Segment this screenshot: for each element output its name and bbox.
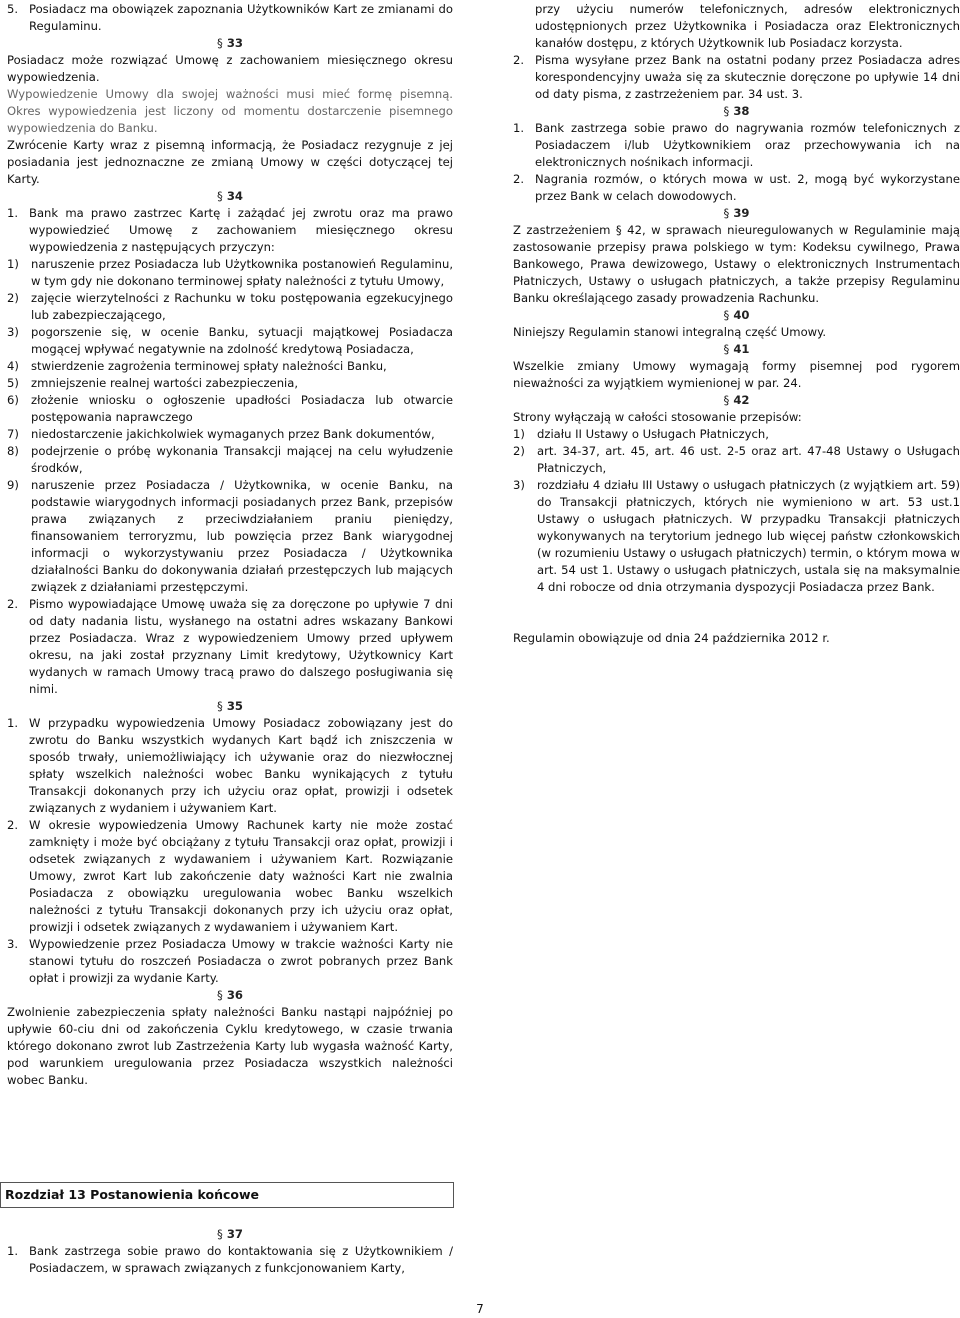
sublist-item: 2) art. 34-37, art. 45, art. 46 ust. 2-5 oraz art. 47-48 Ustawy o Usługach Płatniczych, <box>513 444 960 475</box>
paragraph: Niniejszy Regulamin stanowi integralną część Umowy. <box>513 325 827 339</box>
sublist-item: 4) stwierdzenie zagrożenia terminowej spłaty należności Banku, <box>7 359 387 373</box>
sublist-item: 6) złożenie wniosku o ogłoszenie upadłości Posiadacza lub otwarcie postępowania naprawczego <box>7 393 453 424</box>
paragraph: Zwolnienie zabezpieczenia spłaty należności Banku nastąpi najpóźniej po upływie 60-ciu dni od zakończenia Cyklu kredytowego, w czasie trwania którego dokonano zwrot lub Zastrzeżenia Karty lub wygasła ważność Karty, pod warunkiem uregulowania przez Posiadacza wszystkich należności wobec Banku. <box>7 1005 453 1087</box>
section-heading-40: § 40 <box>723 308 750 322</box>
item-text: przy użyciu numerów telefonicznych, adresów elektronicznych udostępnionych przez Użytkownika i Posiadacza oraz Elektronicznych kanałów dostępu, z których Użytkownik lub Posiadacz korzysta. <box>535 2 960 50</box>
sublist-item: 3) rozdziału 4 działu III Ustawy o usługach płatniczych (z wyjątkiem art. 59) do Transakcji płatniczych, których nie wymieniono w art. 53 ust.1 Ustawy o usługach płatniczych. W przypadku Transakcji płatniczych wykonywanych na terytorium jednego lub więcej państw członkowskich (w rozumieniu Ustawy o usługach płatniczych) termin, o którym mowa w art. 54 ust 1. Ustawy o usługach płatniczych, ustala się na maksymalnie 4 dni robocze od dnia otrzymania dyspozycji Posiadacza przez Bank. <box>513 478 960 594</box>
sublist-item: 1) działu II Ustawy o Usługach Płatniczych, <box>513 427 769 441</box>
left-column-bottom <box>7 1226 453 1277</box>
right-column <box>513 1 960 647</box>
section-heading-42: § 42 <box>723 393 750 407</box>
item-number: 2. <box>7 597 19 611</box>
section-heading-35: § 35 <box>217 699 243 713</box>
sublist-item: 3) pogorszenie się, w ocenie Banku, sytuacji majątkowej Posiadacza mogącej wpływać negatywnie na zdolność kredytową Posiadacza, <box>7 325 453 356</box>
item-text: Pismo wypowiadające Umowę uważa się za doręczone po upływie 7 dni od daty nadania listu, wysłanego na ostatni adres wskazany Bankowi przez Posiadacza. Wraz z wypowiedzeniem Umowy przed upływem okresu, na jaki został przyznany Limit kredytowy, Użytkownicy Kart wydanych w ramach Umowy tracą prawo do dalszego posługiwania się nimi. <box>29 597 453 696</box>
paragraph: Wszelkie zmiany Umowy wymagają formy pisemnej pod rygorem nieważności za wyjątkiem wymienionej w par. 24. <box>513 359 960 390</box>
sublist-item: 1) naruszenie przez Posiadacza lub Użytkownika postanowień Regulaminu, w tym gdy nie dokonano terminowej spłaty należności z tytułu Umowy, <box>7 257 453 288</box>
sublist-item: 8) podejrzenie o próbę wykonania Transakcji mającej na celu wyłudzenie środków, <box>7 444 453 475</box>
list-item <box>7 1 453 35</box>
sublist <box>7 256 453 596</box>
item-number: 1. <box>7 1244 19 1258</box>
page-number: 7 <box>476 1302 484 1316</box>
item-number: 1. <box>7 206 19 220</box>
item-number: 5. <box>7 2 19 16</box>
list-item: 1. W przypadku wypowiedzenia Umowy Posiadacz zobowiązany jest do zwrotu do Banku wszystkich wydanych Kart bądź ich zniszczenia w sposób trwały, uniemożliwiający ich używanie oraz do niezwłocznej spłaty wszelkich należności wobec Banku wynikających z tytułu Transakcji dokonanych przy ich użyciu oraz opłat, prowizji i odsetek związanych z wydaniem i używaniem Kart. <box>7 716 453 815</box>
section-heading-39: § 39 <box>723 206 750 220</box>
list-item: 3. Wypowiedzenie przez Posiadacza Umowy w trakcie ważności Karty nie stanowi tytułu do roszczeń Posiadacza o zwrot pobranych przez Bank opłat i prowizji za wydanie Karty. <box>7 937 453 985</box>
sublist-item: 7) niedostarczenie jakichkolwiek wymaganych przez Bank dokumentów, <box>7 427 435 441</box>
list-item <box>7 596 453 698</box>
list-item: 1. Bank zastrzega sobie prawo do nagrywania rozmów telefonicznych z Posiadaczem i/lub Użytkownikiem oraz przechowywania ich na elektronicznych nośnikach informacji. <box>513 121 960 169</box>
section-heading-33: § 33 <box>217 36 243 50</box>
list-item <box>7 205 453 256</box>
section-heading-37: § 37 <box>217 1227 243 1241</box>
section-heading-38: § 38 <box>723 104 750 118</box>
list-item: 2. Nagrania rozmów, o których mowa w ust. 2, mogą być wykorzystane przez Bank w celach dowodowych. <box>513 172 960 203</box>
paragraph: Posiadacz może rozwiązać Umowę z zachowaniem miesięcznego okresu wypowiedzenia. <box>7 53 453 84</box>
effective-date: Regulamin obowiązuje od dnia 24 października 2012 r. <box>513 631 830 645</box>
item-text: Bank zastrzega sobie prawo do kontaktowania się z Użytkownikiem / Posiadaczem, w sprawach związanych z funkcjonowaniem Karty, <box>29 1244 453 1275</box>
chapter-heading: Rozdział 13 Postanowienia końcowe <box>0 1182 454 1208</box>
paragraph: Zwrócenie Karty wraz z pisemną informacją, że Posiadacz rezygnuje z jej posiadania jest jednoznaczne ze zmianą Umowy w części dotyczącej tej Karty. <box>7 138 453 186</box>
section-heading-36: § 36 <box>217 988 243 1002</box>
sublist-item: 9) naruszenie przez Posiadacza / Użytkownika, w ocenie Banku, na podstawie wiarygodnych informacji posiadanych przez Bank, przepisów prawa związanych z przeciwdziałaniem praniu pieniędzy, finansowaniem terroryzmu, lub powzięcia przez Bank wiarygodnej informacji o wykorzystywaniu przez Posiadacza / Użytkownika działalności Banku do dokonywania działań przestępczych lub mających związek z działaniami przestępczymi. <box>7 478 453 594</box>
sublist-item: 2) zajęcie wierzytelności z Rachunku w toku postępowania egzekucyjnego lub zabezpieczającego, <box>7 291 453 322</box>
list-item: 2. Pisma wysyłane przez Bank na ostatni podany przez Posiadacza adres korespondencyjny uważa się za skutecznie doręczone po upływie 14 dni od daty pisma, z zastrzeżeniem par. 34 ust. 3. <box>513 53 960 101</box>
paragraph: Wypowiedzenie Umowy dla swojej ważności musi mieć formę pisemną. Okres wypowiedzenia jest liczony od momentu dostarczenie pisemnego wypowiedzenia do Banku. <box>7 87 453 135</box>
section-heading-34: § 34 <box>217 189 243 203</box>
list-item-continuation <box>513 1 960 52</box>
sublist-item: 5) zmniejszenie realnej wartości zabezpieczenia, <box>7 376 299 390</box>
item-text: Posiadacz ma obowiązek zapoznania Użytkowników Kart ze zmianami do Regulaminu. <box>29 2 453 33</box>
left-column <box>7 1 453 1089</box>
item-text: Bank ma prawo zastrzec Kartę i zażądać jej zwrotu oraz ma prawo wypowiedzieć Umowę z zachowaniem miesięcznego okresu wypowiedzenia z następujących przyczyn: <box>29 206 453 254</box>
paragraph: Z zastrzeżeniem § 42, w sprawach nieuregulowanych w Regulaminie mają zastosowanie przepisy prawa polskiego w tym: Kodeksu cywilnego, Prawa Bankowego, Prawa dewizowego, Ustawy o elektronicznych Instrumentach Płatniczych, Ustawy o usługach płatniczych, a także przepisy Regulaminu Banku określającego zasady prowadzenia Rachunku. <box>513 223 960 305</box>
list-item: 2. W okresie wypowiedzenia Umowy Rachunek karty nie może zostać zamknięty i może być obciążany z tytułu Transakcji oraz opłat, prowizji i odsetek związanych z wydawaniem i używaniem Kart. Rozwiązanie Umowy, zwrot Kart lub zakończenie daty ważności Kart nie zwalnia Posiadacza z obowiązku uregulowania wobec Banku wszelkich należności z tytułu Transakcji dokonanych przy ich użyciu oraz opłat, prowizji i odsetek związanych z wydawaniem i używaniem Kart. <box>7 818 453 934</box>
paragraph: Strony wyłączają w całości stosowanie przepisów: <box>513 410 802 424</box>
list-item <box>7 1243 453 1277</box>
section-heading-41: § 41 <box>723 342 750 356</box>
